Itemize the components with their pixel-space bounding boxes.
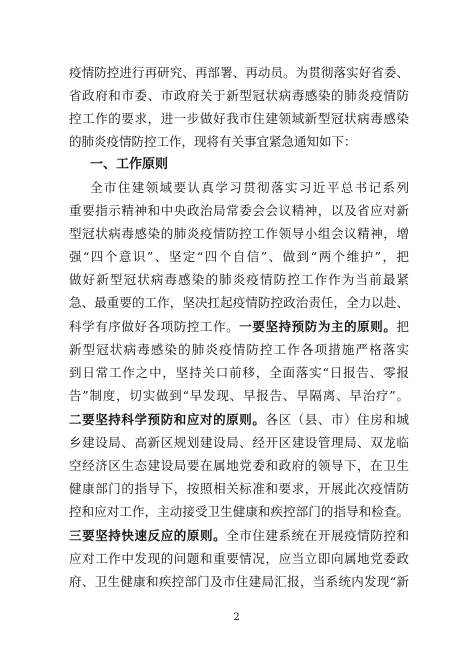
text-line-mixed <box>69 413 409 427</box>
text-line: 省政府和市委、市政府关于新型冠状病毒感染的肺炎疫情防 <box>69 88 409 103</box>
text-line: 急、最重要的工作，坚决扛起疫情防控政治责任，全力以赴、 <box>69 295 409 310</box>
text-line: 健康部门的指导下，按照相关标准和要求，开展此次疫情防 <box>69 481 409 496</box>
text-line: 到日常工作之中，坚持关口前移，全面落实“日报告、零报 <box>69 365 409 380</box>
text-line: 疫情防控进行再研究、再部署、再动员。为贯彻落实好省委、 <box>69 65 409 80</box>
text-line: 的肺炎疫情防控工作，现将有关事宜紧急通知如下： <box>69 134 357 149</box>
principle-two-bold: 二要坚持科学预防和应对的原则。 <box>69 412 266 427</box>
section-heading: 一、工作原则 <box>90 157 169 172</box>
text-line: 控和应对工作，主动接受卫生健康和疾控部门的指导和检查。 <box>69 504 409 519</box>
text-line: 乡建设局、高新区规划建设局、经开区建设管理局、双龙临 <box>69 435 409 450</box>
text-line: 空经济区生态建设局要在属地党委和政府的领导下，在卫生 <box>69 458 409 473</box>
text-line: 告”制度，切实做到“早发现、早报告、早隔离、早治疗”。 <box>69 388 409 403</box>
page-number: 2 <box>233 612 240 623</box>
text-line: 控工作的要求，进一步做好我市住建领域新型冠状病毒感染 <box>69 111 409 126</box>
text-run: 把 <box>396 319 409 334</box>
principle-one-bold: 一要坚持预防为主的原则。 <box>239 319 397 334</box>
text-line: 府、卫生健康和疾控部门及市住建局汇报，当系统内发现“新 <box>69 574 409 589</box>
principle-three-bold: 三要坚持快速反应的原则。 <box>69 528 227 543</box>
text-run: 全市住建系统在开展疫情防控和 <box>226 528 409 543</box>
text-line: 重要指示精神和中央政治局常委会会议精神，以及省应对新 <box>69 203 409 218</box>
text-run: 科学有序做好各项防控工作。 <box>69 319 240 334</box>
text-line: 型冠状病毒感染的肺炎疫情防控工作领导小组会议精神，增 <box>69 226 409 241</box>
text-line: 新型冠状病毒感染的肺炎疫情防控工作各项措施严格落实 <box>69 342 409 357</box>
text-run: 各区（县、市）住房和城 <box>265 412 409 427</box>
text-line-mixed <box>69 320 409 334</box>
text-line: 做好新型冠状病毒感染的肺炎疫情防控工作作为当前最紧 <box>69 272 409 287</box>
text-line-mixed <box>69 529 409 543</box>
text-line: 应对工作中发现的问题和重要情况，应当立即向属地党委政 <box>69 551 409 566</box>
text-line: 全市住建领域要认真学习贯彻落实习近平总书记系列 <box>90 180 409 195</box>
text-line: 强“四个意识”、坚定“四个自信”、做到“两个维护”，把 <box>69 249 409 264</box>
